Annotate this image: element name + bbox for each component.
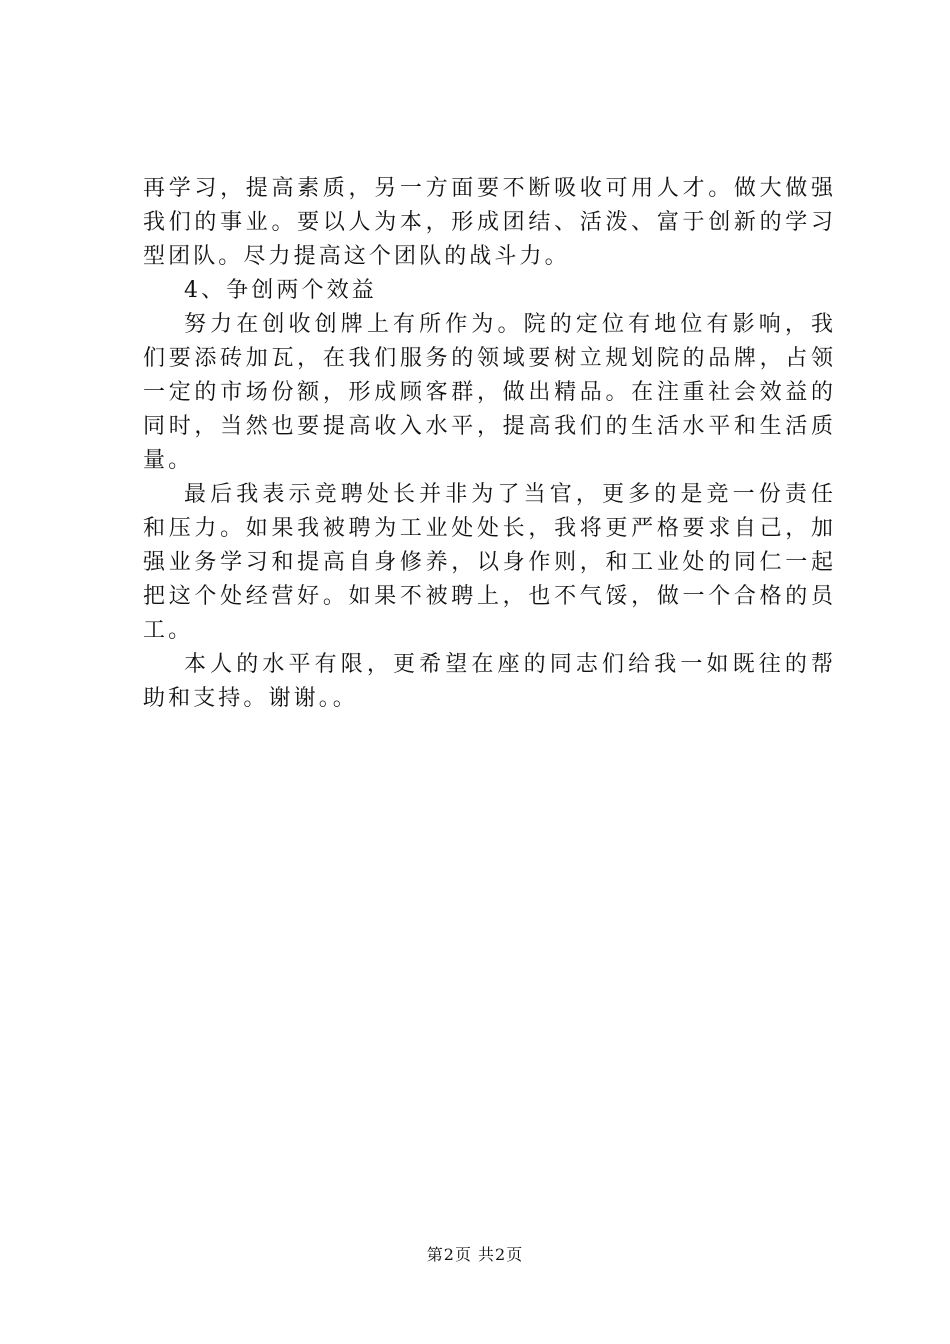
body-line-3: 型团队。尽力提高这个团队的战斗力。 [143,244,570,269]
body-line-6: 们要添砖加瓦，在我们服务的领域要树立规划院的品牌，占领 [143,346,833,371]
body-line-13: 把这个处经营好。如果不被聘上，也不气馁，做一个合格的员 [143,584,833,609]
body-line-15: 本人的水平有限，更希望在座的同志们给我一如既往的帮 [184,652,833,677]
body-line-9: 量。 [143,448,194,473]
body-line-11: 和压力。如果我被聘为工业处处长，我将更严格要求自己，加 [143,516,833,541]
body-line-8: 同时，当然也要提高收入水平，提高我们的生活水平和生活质 [143,414,833,439]
document-body [143,172,833,716]
body-line-12: 强业务学习和提高自身修养，以身作则，和工业处的同仁一起 [143,550,833,575]
page-footer: 第2页 共2页 [426,1245,524,1264]
body-line-2: 我们的事业。要以人为本，形成团结、活泼、富于创新的学习 [143,210,833,235]
body-line-1: 再学习，提高素质，另一方面要不断吸收可用人才。做大做强 [143,176,833,201]
body-line-10: 最后我表示竞聘处长并非为了当官，更多的是竞一份责任 [184,482,833,507]
body-line-7: 一定的市场份额，形成顾客群，做出精品。在注重社会效益的 [143,380,833,405]
section-heading: 4、争创两个效益 [184,278,377,303]
body-line-14: 工。 [143,618,194,643]
body-line-5: 努力在创收创牌上有所作为。院的定位有地位有影响，我 [184,312,833,337]
body-line-16: 助和支持。谢谢。。 [143,686,358,711]
